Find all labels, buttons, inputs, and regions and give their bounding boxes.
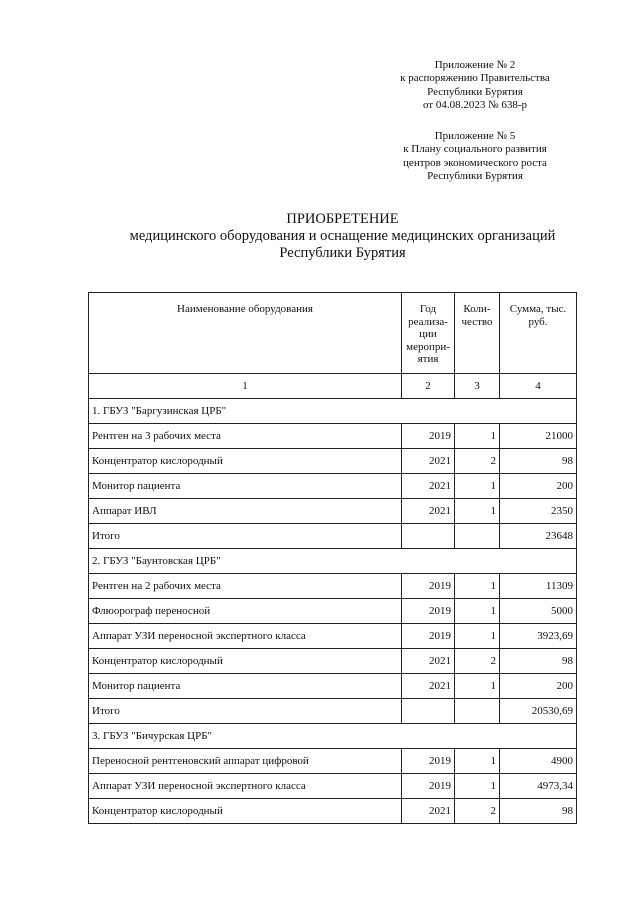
column-number: 1 [89, 374, 402, 399]
header-row [89, 293, 577, 374]
total-row [89, 699, 577, 724]
qty-cell [455, 524, 500, 549]
sum-cell: 98 [500, 799, 577, 824]
equipment-name: Концентратор кислородный [89, 799, 402, 824]
year-cell: 2019 [402, 574, 455, 599]
sum-cell: 200 [500, 674, 577, 699]
equipment-name: Переносной рентгеновский аппарат цифровой [89, 749, 402, 774]
sum-cell: 20530,69 [500, 699, 577, 724]
equipment-name: Концентратор кислородный [89, 649, 402, 674]
title-line: ПРИОБРЕТЕНИЕ [286, 211, 399, 227]
sum-cell: 23648 [500, 524, 577, 549]
qty-cell: 2 [455, 449, 500, 474]
year-cell: 2021 [402, 474, 455, 499]
sum-cell: 4973,34 [500, 774, 577, 799]
year-cell: 2021 [402, 674, 455, 699]
equipment-name: Рентген на 2 рабочих места [89, 574, 402, 599]
equipment-name: Монитор пациента [89, 674, 402, 699]
qty-cell: 1 [455, 499, 500, 524]
table-row [89, 774, 577, 799]
document-title [60, 211, 625, 263]
table-body [89, 374, 577, 824]
appendix-line: Республики Бурятия [427, 85, 523, 98]
year-cell: 2019 [402, 599, 455, 624]
sum-cell: 200 [500, 474, 577, 499]
year-cell: 2021 [402, 799, 455, 824]
qty-cell: 1 [455, 624, 500, 649]
qty-cell: 1 [455, 774, 500, 799]
group-title: 3. ГБУЗ "Бичурская ЦРБ" [89, 724, 577, 749]
group-title: 2. ГБУЗ "Баунтовская ЦРБ" [89, 549, 577, 574]
year-cell: 2019 [402, 424, 455, 449]
sum-cell: 21000 [500, 424, 577, 449]
column-number: 4 [500, 374, 577, 399]
appendix-line: Республики Бурятия [427, 169, 523, 182]
table-row [89, 574, 577, 599]
total-row [89, 524, 577, 549]
table-row [89, 449, 577, 474]
equipment-name: Монитор пациента [89, 474, 402, 499]
group-row [89, 549, 577, 574]
equipment-name: Флюорограф переносной [89, 599, 402, 624]
table-row [89, 674, 577, 699]
sum-cell: 5000 [500, 599, 577, 624]
appendix-line: Приложение № 5 [434, 130, 516, 142]
qty-cell: 1 [455, 749, 500, 774]
title-line: Республики Бурятия [279, 245, 406, 262]
table-row [89, 624, 577, 649]
header-year: Год реализа-ции меропри-ятия [402, 293, 455, 374]
sum-cell: 11309 [500, 574, 577, 599]
qty-cell [455, 699, 500, 724]
year-cell: 2021 [402, 499, 455, 524]
equipment-name: Аппарат ИВЛ [89, 499, 402, 524]
header-name: Наименование оборудования [89, 293, 402, 374]
sum-cell: 98 [500, 449, 577, 474]
sum-cell: 4900 [500, 749, 577, 774]
column-number-row [89, 374, 577, 399]
table-row [89, 599, 577, 624]
group-title: 1. ГБУЗ "Баргузинская ЦРБ" [89, 399, 577, 424]
year-cell: 2021 [402, 449, 455, 474]
group-row [89, 399, 577, 424]
sum-cell: 2350 [500, 499, 577, 524]
header-qty: Коли-чество [455, 293, 500, 374]
appendix-2-reference [366, 59, 584, 112]
appendix-line: центров экономического роста [403, 156, 547, 169]
qty-cell: 1 [455, 474, 500, 499]
appendix-5-reference [366, 130, 584, 183]
appendix-line: к распоряжению Правительства [400, 72, 550, 85]
equipment-name: Итого [89, 699, 402, 724]
year-cell: 2019 [402, 774, 455, 799]
column-number: 3 [455, 374, 500, 399]
group-row [89, 724, 577, 749]
table-row [89, 474, 577, 499]
equipment-name: Аппарат УЗИ переносной экспертного класса [89, 624, 402, 649]
year-cell [402, 524, 455, 549]
year-cell: 2019 [402, 749, 455, 774]
equipment-table [88, 292, 577, 824]
sum-cell: 3923,69 [500, 624, 577, 649]
qty-cell: 1 [455, 674, 500, 699]
table-row [89, 499, 577, 524]
table-row [89, 799, 577, 824]
equipment-name: Рентген на 3 рабочих места [89, 424, 402, 449]
header-sum: Сумма, тыс. руб. [500, 293, 577, 374]
sum-cell: 98 [500, 649, 577, 674]
year-cell: 2021 [402, 649, 455, 674]
qty-cell: 2 [455, 649, 500, 674]
equipment-name: Итого [89, 524, 402, 549]
equipment-name: Концентратор кислородный [89, 449, 402, 474]
table-row [89, 749, 577, 774]
year-cell: 2019 [402, 624, 455, 649]
year-cell [402, 699, 455, 724]
table-row [89, 649, 577, 674]
table-row [89, 424, 577, 449]
qty-cell: 2 [455, 799, 500, 824]
title-line: медицинского оборудования и оснащение медицинских организаций [129, 228, 556, 245]
qty-cell: 1 [455, 599, 500, 624]
appendix-line: к Плану социального развития [403, 143, 547, 156]
equipment-name: Аппарат УЗИ переносной экспертного класса [89, 774, 402, 799]
appendix-line: Приложение № 2 [434, 59, 516, 71]
column-number: 2 [402, 374, 455, 399]
qty-cell: 1 [455, 424, 500, 449]
qty-cell: 1 [455, 574, 500, 599]
appendix-line: от 04.08.2023 № 638-р [422, 98, 528, 111]
